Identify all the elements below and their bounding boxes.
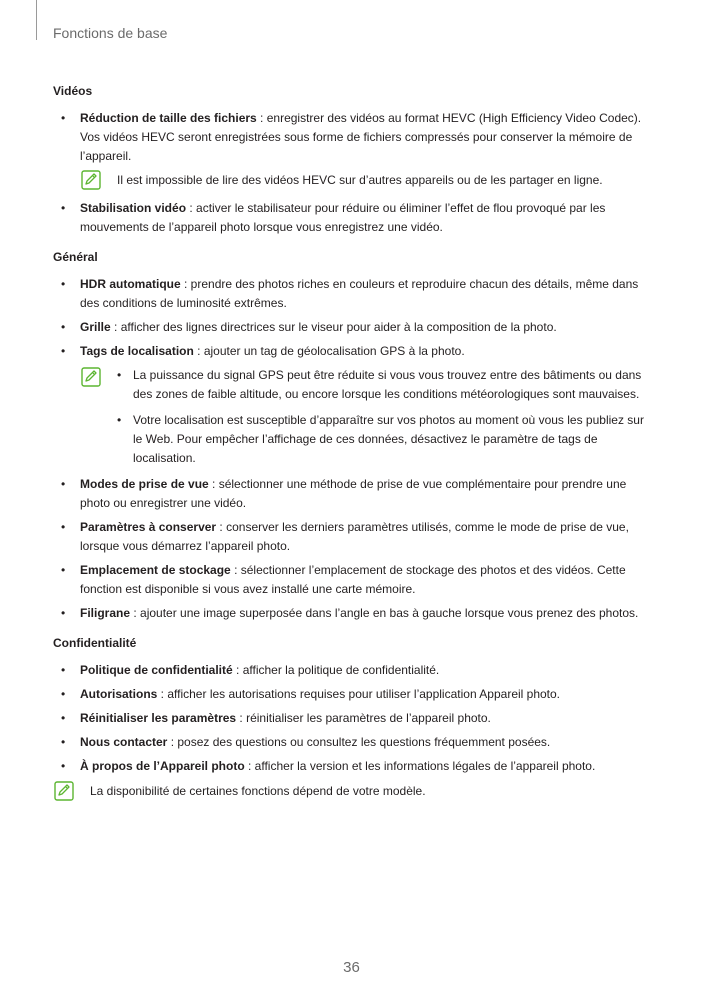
note-block [53,366,651,468]
bullet: • [117,368,122,382]
bullet: • [61,477,66,491]
item-label: Politique de confidentialité [80,663,233,677]
bullet: • [61,520,66,534]
bullet: • [61,201,66,215]
list-item [53,342,651,361]
item-label: Emplacement de stockage [80,563,231,577]
section-title-videos: Vidéos [53,84,93,98]
list-item [53,561,651,599]
section-title-privacy: Confidentialité [53,636,137,650]
item-text: : enregistrer des vidéos au format HEVC (High Efficiency Video Codec). Vos vidéos HEVC seront enregistrées sous forme de fichiers compressés pour conserver la mémoire de l’appareil. [80,111,642,163]
bullet: • [61,687,66,701]
bullet: • [61,663,66,677]
margin-rule [36,0,37,40]
item-text: : afficher les autorisations requises pour utiliser l’application Appareil photo. [157,687,561,701]
note-text: La disponibilité de certaines fonctions dépend de votre modèle. [90,784,426,798]
page-content [53,82,651,801]
note-text: La puissance du signal GPS peut être réduite si vous vous trouvez entre des bâtiments ou dans des zones de faible altitude, ou encore lorsque les conditions météorologiques sont mauvaises. [133,368,642,401]
list-item [53,661,651,680]
item-text: : posez des questions ou consultez les questions fréquemment posées. [167,735,551,749]
item-label: Tags de localisation [80,344,194,358]
bullet: • [117,413,122,427]
item-label: Autorisations [80,687,158,701]
note-pencil-icon [54,781,74,801]
bullet: • [61,320,66,334]
list-item [53,275,651,313]
item-label: Grille [80,320,111,334]
list-item [53,109,651,166]
list-item [53,318,651,337]
note-sub-item [117,366,651,404]
item-label: Filigrane [80,606,131,620]
bullet: • [61,735,66,749]
list-item [53,685,651,704]
note-pencil-icon [81,170,101,190]
note-text: Votre localisation est susceptible d’apparaître sur vos photos au moment où vous les publiez sur le Web. Pour empêcher l’affichage de ces données, désactivez le paramètre de tags de localisation. [133,413,644,465]
item-label: À propos de l’Appareil photo [80,759,245,773]
bullet: • [61,563,66,577]
page-number: 36 [343,959,360,976]
note-sub-item [117,411,651,468]
list-item [53,709,651,728]
note-block [53,171,651,190]
note-pencil-icon [81,367,101,387]
list-item [53,475,651,513]
note-text: Il est impossible de lire des vidéos HEVC sur d’autres appareils ou de les partager en ligne. [117,173,603,187]
section-title-general: Général [53,250,98,264]
bullet: • [61,606,66,620]
bullet: • [61,111,66,125]
item-label: Stabilisation vidéo [80,201,187,215]
item-text: : sélectionner une méthode de prise de vue complémentaire pour prendre une photo ou enregistrer une vidéo. [80,477,627,510]
note-block [53,782,651,801]
item-label: Réinitialiser les paramètres [80,711,237,725]
bullet: • [61,277,66,291]
item-label: Nous contacter [80,735,168,749]
item-text: : ajouter un tag de géolocalisation GPS à la photo. [193,344,465,358]
list-item [53,518,651,556]
list-item [53,604,651,623]
list-item [53,757,651,776]
item-label: Paramètres à conserver [80,520,217,534]
item-text: : activer le stabilisateur pour réduire ou éliminer l’effet de flou provoqué par les mouvements de l’appareil photo lorsque vous enregistrez une vidéo. [80,201,606,234]
item-text: : prendre des photos riches en couleurs et reproduire chacun des détails, même dans des conditions de luminosité extrêmes. [80,277,639,310]
item-label: Réduction de taille des fichiers [80,111,257,125]
item-label: Modes de prise de vue [80,477,209,491]
item-text: : afficher la politique de confidentialité. [232,663,440,677]
item-text: : afficher des lignes directrices sur le viseur pour aider à la composition de la photo. [110,320,557,334]
item-text: : ajouter une image superposée dans l’angle en bas à gauche lorsque vous prenez des photos. [130,606,639,620]
item-text: : réinitialiser les paramètres de l’appareil photo. [236,711,491,725]
item-text: : afficher la version et les informations légales de l’appareil photo. [244,759,596,773]
bullet: • [61,344,66,358]
list-item [53,199,651,237]
list-item [53,733,651,752]
bullet: • [61,759,66,773]
item-label: HDR automatique [80,277,181,291]
bullet: • [61,711,66,725]
page-header: Fonctions de base [53,25,168,41]
item-text: : sélectionner l’emplacement de stockage des photos et des vidéos. Cette fonction est disponible si vous avez installé une carte mémoire. [80,563,626,596]
item-text: : conserver les derniers paramètres utilisés, comme le mode de prise de vue, lorsque vous démarrez l’appareil photo. [80,520,629,553]
